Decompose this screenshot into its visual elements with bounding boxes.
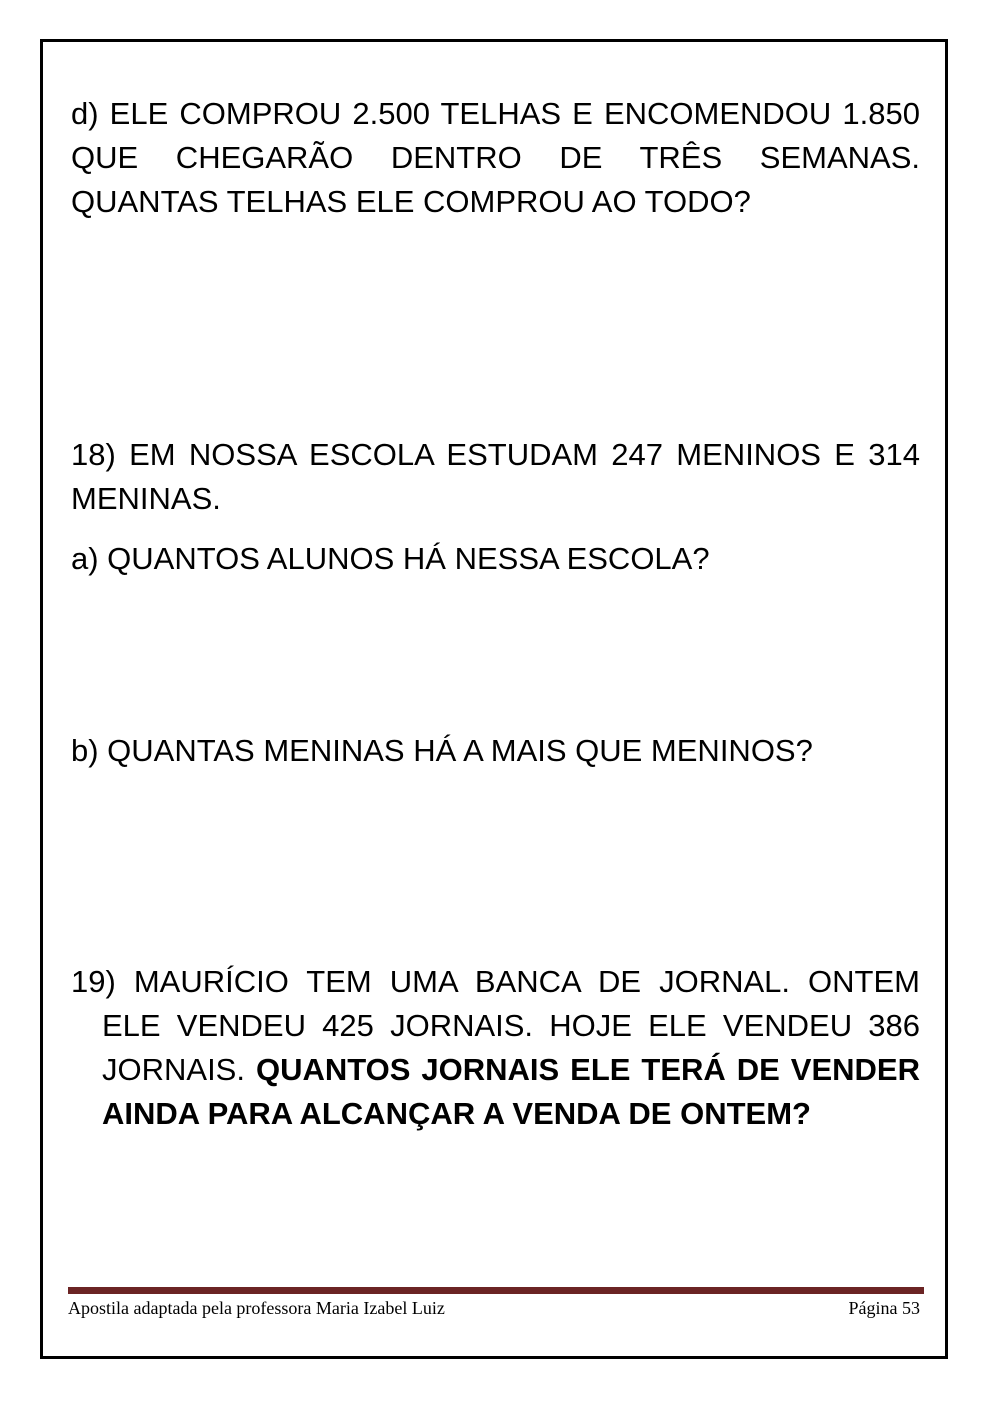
footer-rule <box>68 1287 924 1294</box>
question-19 <box>71 960 920 1136</box>
question-18: 18) EM NOSSA ESCOLA ESTUDAM 247 MENINOS E 314 MENINAS. <box>71 437 920 516</box>
page-number: Página 53 <box>848 1298 920 1318</box>
question-18a: a) QUANTOS ALUNOS HÁ NESSA ESCOLA? <box>71 541 710 576</box>
question-17d: d) ELE COMPROU 2.500 TELHAS E ENCOMENDOU 1.850 QUE CHEGARÃO DENTRO DE TRÊS SEMANAS. QUANTAS TELHAS ELE COMPROU AO TODO? <box>71 96 920 219</box>
question-18b: b) QUANTAS MENINAS HÁ A MAIS QUE MENINOS? <box>71 733 813 768</box>
footer <box>68 1298 920 1319</box>
question-19-intro: 19) MAURÍCIO TEM UMA BANCA DE JORNAL. ONTEM ELE VENDEU 425 JORNAIS. HOJE ELE VENDEU 386 JORNAIS. <box>71 964 920 1087</box>
footer-author: Apostila adaptada pela professora Maria Izabel Luiz <box>68 1298 445 1318</box>
page-border <box>40 39 948 1359</box>
question-19-bold: QUANTOS JORNAIS ELE TERÁ DE VENDER AINDA PARA ALCANÇAR A VENDA DE ONTEM? <box>102 1052 920 1131</box>
